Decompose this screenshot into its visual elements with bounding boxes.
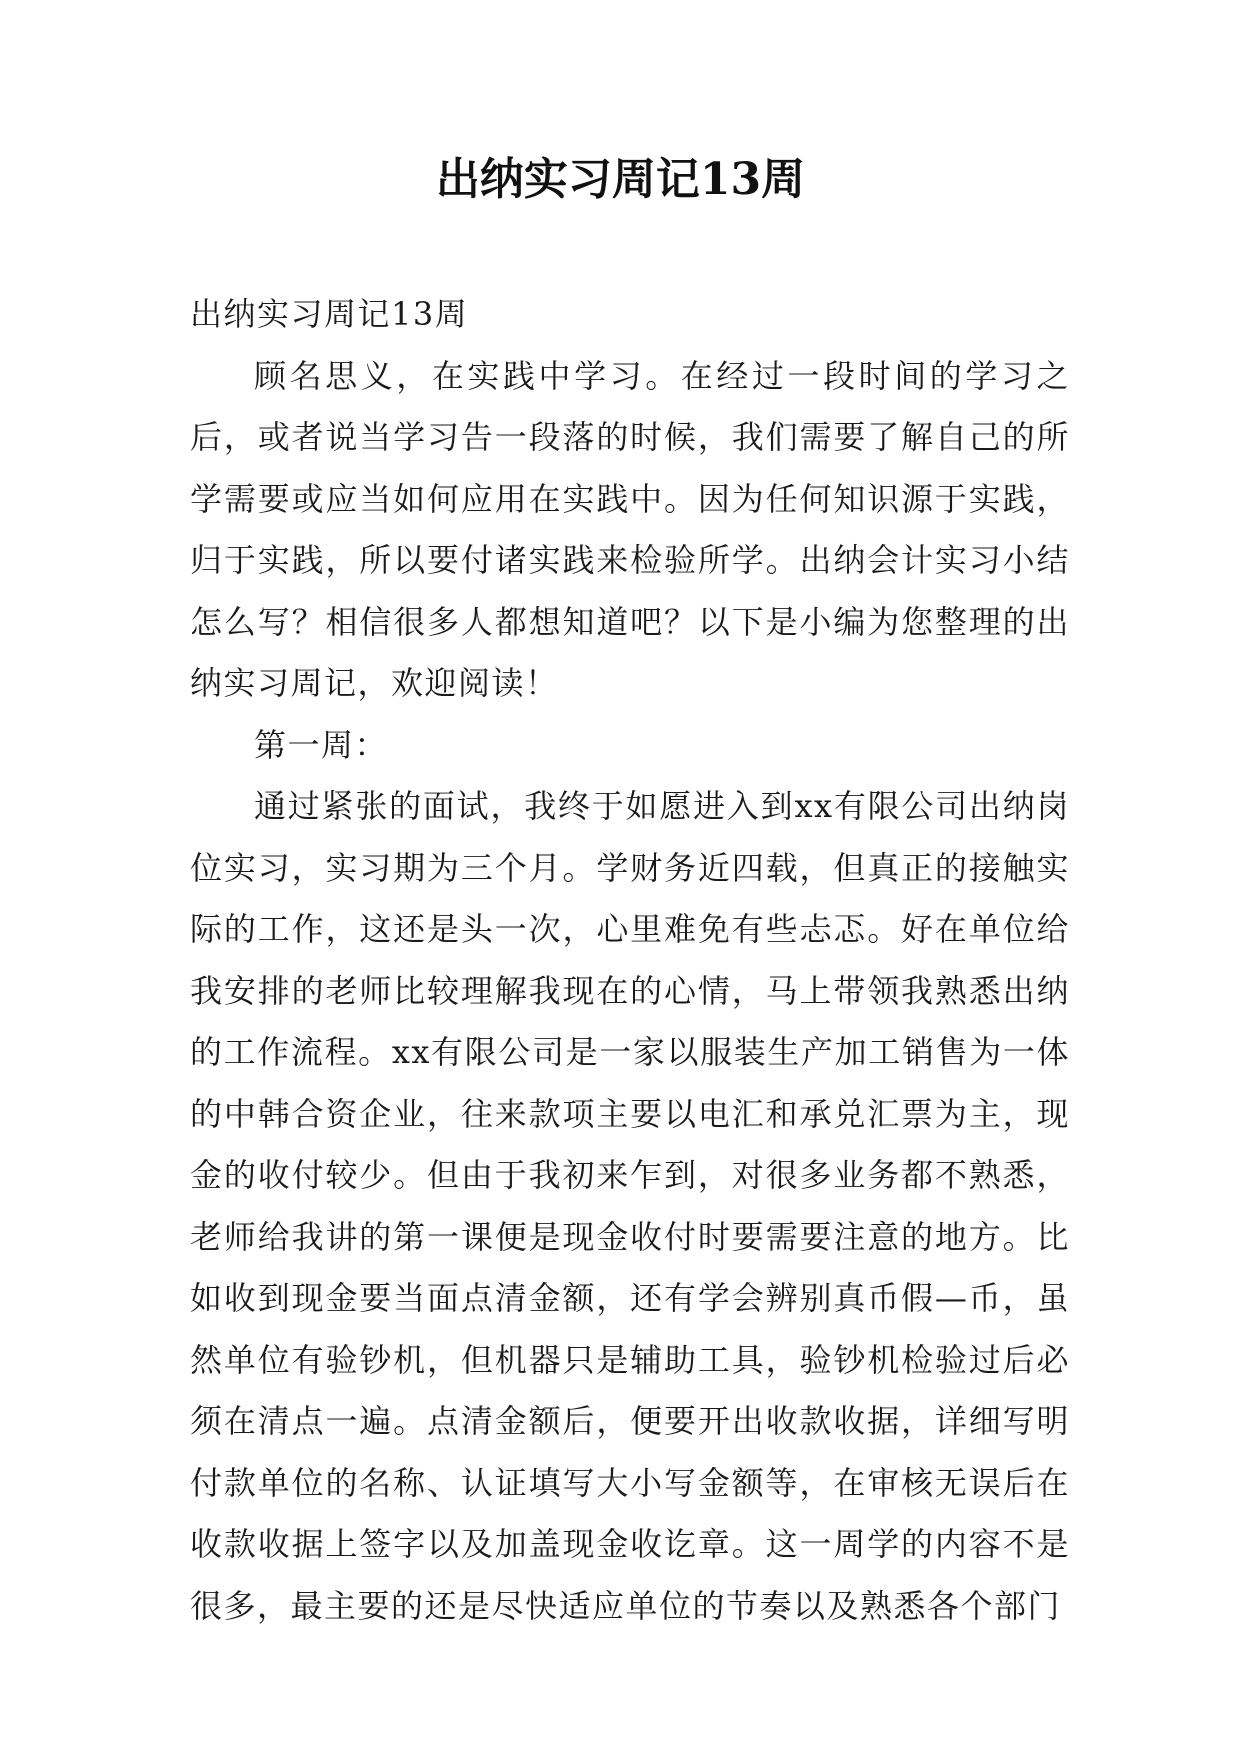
document-title: 出纳实习周记13周 xyxy=(435,154,806,205)
intro-paragraph: 顾名思义，在实践中学习。在经过一段时间的学习之后，或者说当学习告一段落的时候，我们需要了解自己的所学需要或应当如何应用在实践中。因为任何知识源于实践，归于实践，所以要付诸实践来检验所学。出纳会计实习小结怎么写？相信很多人都想知道吧？以下是小编为您整理的出纳实习周记，欢迎阅读！ xyxy=(190,356,1070,702)
week-one-paragraph: 通过紧张的面试，我终于如愿进入到xx有限公司出纳岗位实习，实习期为三个月。学财务近四载，但真正的接触实际的工作，这还是头一次，心里难免有些忐忑。好在单位给我安排的老师比较理解我现在的心情，马上带领我熟悉出纳的工作流程。xx有限公司是一家以服装生产加工销售为一体的中韩合资企业，往来款项主要以电汇和承兑汇票为主，现金的收付较少。但由于我初来乍到，对很多业务都不熟悉，老师给我讲的第一课便是现金收付时要需要注意的地方。比如收到现金要当面点清金额，还有学会辨别真币假—币，虽然单位有验钞机，但机器只是辅助工具，验钞机检验过后必须在清点一遍。点清金额后，便要开出收款收据，详细写明付款单位的名称、认证填写大小写金额等，在审核无误后在收款收据上签字以及加盖现金收讫章。这一周学的内容不是很多，最主要的还是尽快适应单位的节奏以及熟悉各个部门 xyxy=(190,787,1070,1625)
document-subtitle: 出纳实习周记13周 xyxy=(190,295,469,333)
week-heading: 第一周： xyxy=(254,725,389,764)
document-body xyxy=(190,284,1070,1637)
